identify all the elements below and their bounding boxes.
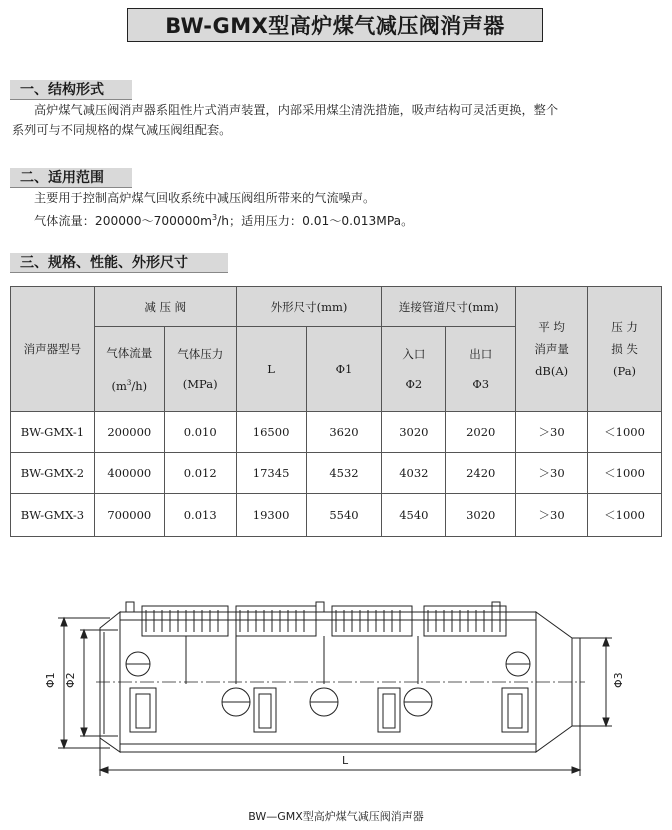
cell-model: BW-GMX-3 — [11, 494, 95, 537]
header-outlet-line2: Φ3 — [472, 377, 490, 391]
header-pressure-loss — [588, 287, 662, 412]
header-pipe-group: 连接管道尺寸(mm) — [382, 287, 516, 327]
cell-phi3: 2420 — [446, 453, 516, 494]
page-title: BW-GMX型高炉煤气减压阀消声器 — [127, 8, 543, 42]
scope-flow-prefix: 气体流量：200000～700000m — [34, 214, 213, 229]
cell-phi1: 4532 — [306, 453, 382, 494]
cell-flow: 400000 — [94, 453, 164, 494]
header-outlet — [446, 327, 516, 412]
label-phi3: Φ3 — [612, 672, 625, 688]
cell-phi1: 3620 — [306, 412, 382, 453]
cell-flow: 200000 — [94, 412, 164, 453]
structure-text-line1: 高炉煤气减压阀消声器系阻性片式消声装置，内部采用煤尘清洗措施，吸声结构可灵活更换，整个 — [34, 103, 559, 117]
table-row — [11, 494, 662, 537]
section-heading-specs: 三、规格、性能、外形尺寸 — [10, 253, 228, 273]
cell-db: ＞30 — [516, 494, 588, 537]
cell-pressure: 0.010 — [164, 412, 236, 453]
table-header-row-1 — [11, 287, 662, 327]
cell-phi3: 3020 — [446, 494, 516, 537]
header-pressure-line2: (MPa) — [182, 377, 218, 391]
cell-L: 19300 — [236, 494, 306, 537]
cell-db: ＞30 — [516, 412, 588, 453]
cell-db: ＞30 — [516, 453, 588, 494]
header-pressure-line1: 气体压力 — [177, 347, 224, 361]
table-row — [11, 453, 662, 494]
cell-phi2: 3020 — [382, 412, 446, 453]
cell-L: 16500 — [236, 412, 306, 453]
drawing-caption: BW—GMX型高炉煤气减压阀消声器 — [248, 810, 424, 823]
table-row — [11, 412, 662, 453]
header-avg-line3: dB(A) — [535, 364, 569, 378]
scope-flow-sup: 3 — [212, 213, 218, 222]
header-pressure — [164, 327, 236, 412]
supports — [130, 688, 528, 732]
header-avg-line1: 平 均 — [538, 320, 565, 334]
header-flow — [94, 327, 164, 412]
scope-flow-suffix: /h；适用压力：0.01～0.013MPa。 — [217, 214, 414, 229]
cell-loss: ＜1000 — [588, 412, 662, 453]
header-loss-line1: 压 力 — [611, 320, 638, 334]
specs-table — [10, 286, 662, 537]
header-phi1: Φ1 — [306, 327, 382, 412]
header-inlet-line2: Φ2 — [405, 377, 423, 391]
label-phi2: Φ2 — [64, 672, 77, 688]
header-inlet — [382, 327, 446, 412]
scope-text-line2 — [34, 208, 413, 231]
cell-model: BW-GMX-1 — [11, 412, 95, 453]
cell-phi2: 4540 — [382, 494, 446, 537]
cell-phi1: 5540 — [306, 494, 382, 537]
cell-loss: ＜1000 — [588, 494, 662, 537]
section-heading-structure: 一、结构形式 — [10, 80, 132, 100]
cell-phi2: 4032 — [382, 453, 446, 494]
cell-flow: 700000 — [94, 494, 164, 537]
header-avg-line2: 消声量 — [534, 342, 569, 356]
header-size-group: 外形尺寸(mm) — [236, 287, 382, 327]
header-outlet-line1: 出口 — [469, 347, 493, 361]
header-valve-group: 减 压 阀 — [94, 287, 236, 327]
header-model: 消声器型号 — [11, 287, 95, 412]
header-flow-line1: 气体流量 — [106, 345, 153, 360]
label-phi1: Φ1 — [44, 672, 57, 688]
header-loss-line3: (Pa) — [612, 364, 637, 378]
structure-text-line2: 系列可与不同规格的煤气减压阀组配套。 — [12, 123, 232, 137]
header-flow-line2: $(m^3/h)$ — [111, 378, 148, 393]
cell-pressure: 0.012 — [164, 453, 236, 494]
cleaning-racks — [142, 606, 506, 684]
label-L: L — [342, 754, 349, 767]
header-loss-line2: 损 失 — [611, 342, 638, 356]
header-inlet-line1: 入口 — [402, 347, 426, 361]
cell-loss: ＜1000 — [588, 453, 662, 494]
cell-L: 17345 — [236, 453, 306, 494]
silencer-drawing — [40, 588, 640, 803]
cell-pressure: 0.013 — [164, 494, 236, 537]
dim-phi2 — [80, 630, 118, 736]
header-avg-attenuation — [516, 287, 588, 412]
scope-text-line1: 主要用于控制高炉煤气回收系统中减压阀组所带来的气流噪声。 — [34, 191, 376, 205]
cell-model: BW-GMX-2 — [11, 453, 95, 494]
cell-phi3: 2020 — [446, 412, 516, 453]
header-L: L — [236, 327, 306, 412]
section-heading-scope: 二、适用范围 — [10, 168, 132, 188]
dim-L — [100, 726, 580, 776]
